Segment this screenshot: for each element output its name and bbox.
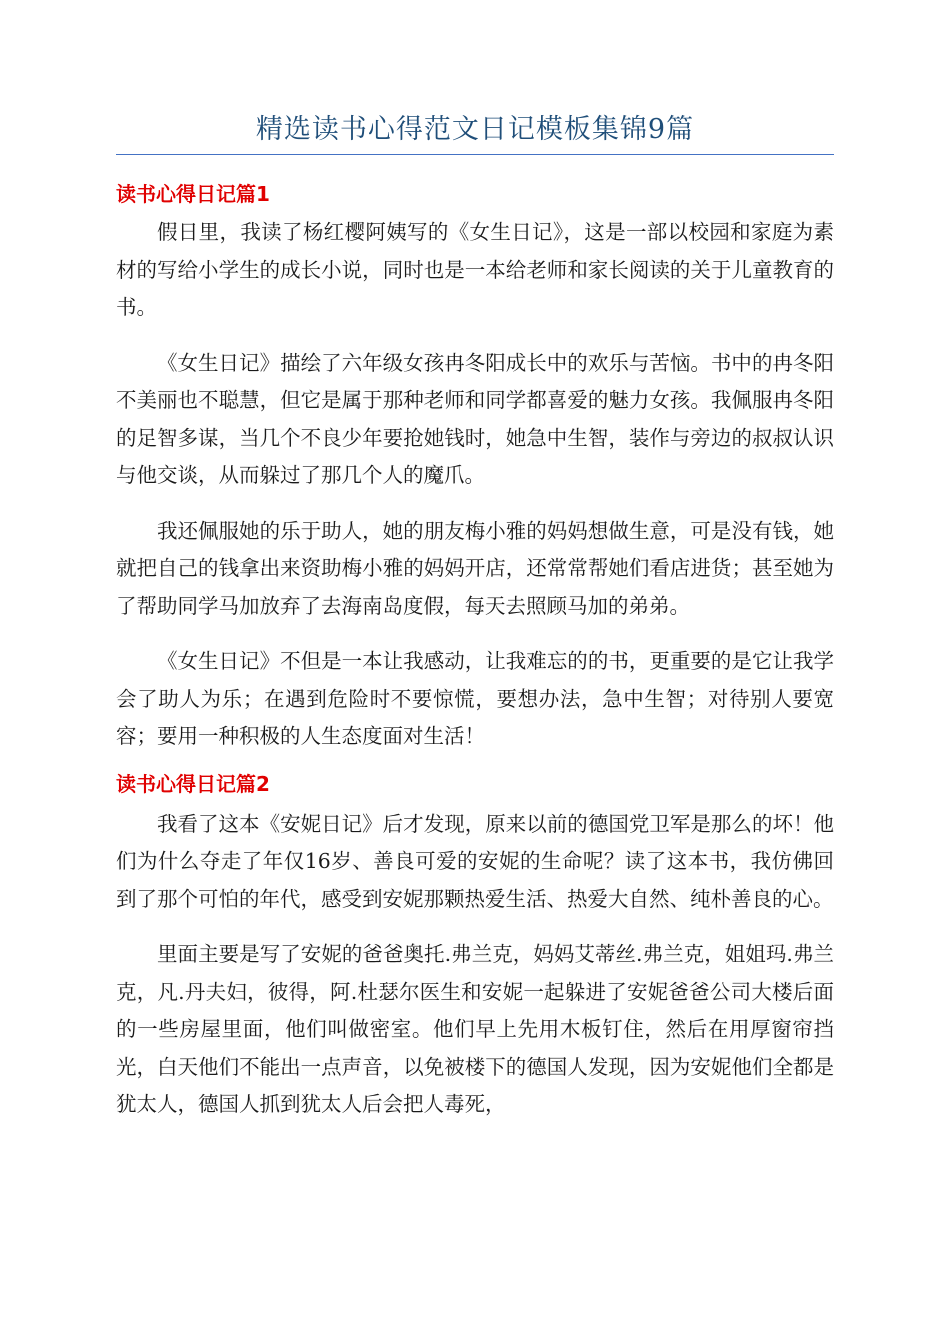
paragraph: 假日里，我读了杨红樱阿姨写的《女生日记》，这是一部以校园和家庭为素材的写给小学生的成长小说，同时也是一本给老师和家长阅读的关于儿童教育的书。: [116, 220, 834, 319]
paragraph: 《女生日记》不但是一本让我感动，让我难忘的的书，更重要的是它让我学会了助人为乐；在遇到危险时不要惊慌，要想办法，急中生智；对待别人要宽容；要用一种积极的人生态度面对生活！: [116, 649, 834, 748]
section-2: [116, 768, 834, 1124]
document-body: [116, 178, 834, 1142]
section-heading: 读书心得日记篇2: [116, 771, 270, 796]
paragraph: 我看了这本《安妮日记》后才发现，原来以前的德国党卫军是那么的坏！他们为什么夺走了年仅16岁、善良可爱的安妮的生命呢？读了这本书，我仿佛回到了那个可怕的年代，感受到安妮那颗热爱生活、热爱大自然、纯朴善良的心。: [116, 811, 834, 911]
section-heading: 读书心得日记篇1: [116, 182, 270, 206]
document-title: 精选读书心得范文日记模板集锦9篇: [255, 114, 695, 145]
section-1: [116, 178, 834, 756]
paragraph: 我还佩服她的乐于助人，她的朋友梅小雅的妈妈想做生意，可是没有钱，她就把自己的钱拿出来资助梅小雅的妈妈开店，还常常帮她们看店进货；甚至她为了帮助同学马加放弃了去海南岛度假，每天去照顾马加的弟弟。: [116, 518, 834, 618]
title-divider: [116, 154, 834, 155]
paragraph: 《女生日记》描绘了六年级女孩冉冬阳成长中的欢乐与苦恼。书中的冉冬阳不美丽也不聪慧，但它是属于那种老师和同学都喜爱的魅力女孩。我佩服冉冬阳的足智多谋，当几个不良少年要抢她钱时，她急中生智，装作与旁边的叔叔认识与他交谈，从而躲过了那几个人的魔爪。: [116, 350, 834, 487]
paragraph: 里面主要是写了安妮的爸爸奥托.弗兰克，妈妈艾蒂丝.弗兰克，姐姐玛.弗兰克，凡.丹夫妇，彼得，阿.杜瑟尔医生和安妮一起躲进了安妮爸爸公司大楼后面的一些房屋里面，他们叫做密室。他们早上先用木板钉住，然后在用厚窗帘挡光，白天他们不能出一点声音，以免被楼下的德国人发现，因为安妮他们全都是犹太人，德国人抓到犹太人后会把人毒死，: [116, 942, 834, 1116]
